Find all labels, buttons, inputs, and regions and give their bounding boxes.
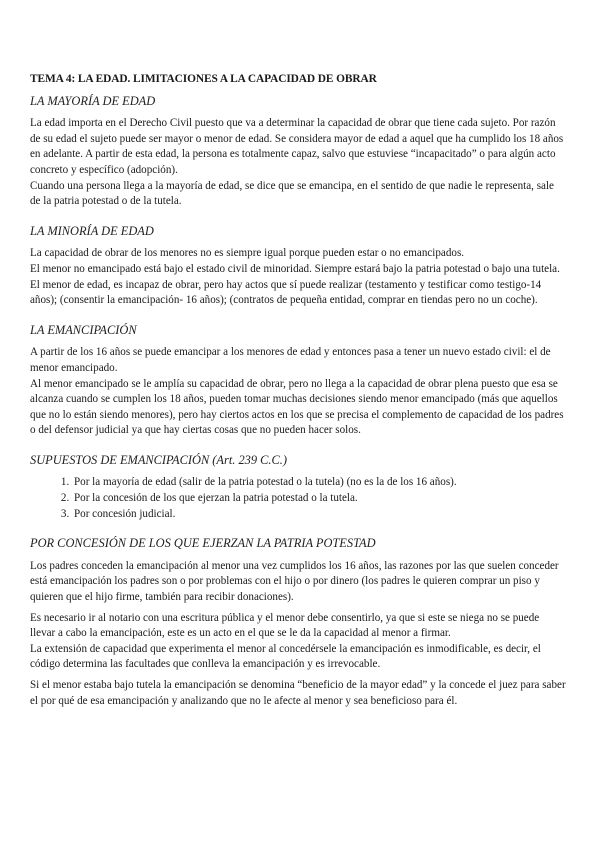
numbered-list	[30, 475, 566, 522]
paragraph: Al menor emancipado se le amplía su capacidad de obrar, pero no llega a la capacidad de obrar plena puesto que esa se alcanza cuando se cumplen los 18 años, pueden tomar muchas decisiones siendo menor emancipado (más que aquellos que no lo están siendo menores), pero hay ciertos actos en los que se precisa el complemento de capacidad de los padres o del defensor judicial ya que hay ciertas cosas que no pueden hacer solos.	[30, 377, 564, 437]
paragraph: El menor de edad, es incapaz de obrar, pero hay actos que sí puede realizar (testamento y testificar como testigo-14 años); (consentir la emancipación- 16 años); (contratos de pequeña entidad, comprar en tiendas pero no un coche).	[30, 278, 542, 307]
paragraph: A partir de los 16 años se puede emancipar a los menores de edad y entonces pasa a tener un nuevo estado civil: el de menor emancipado.	[30, 346, 551, 374]
section-heading: LA MAYORÍA DE EDAD	[30, 93, 156, 108]
section-mayoria-de-edad	[30, 94, 566, 210]
list-item: 3. Por concesión judicial.	[72, 507, 566, 523]
document-page	[30, 72, 566, 723]
section-heading: LA MINORÍA DE EDAD	[30, 223, 154, 238]
paragraph: La extensión de capacidad que experimenta el menor al concedérsele la emancipación es inmodificable, es decir, el código determina las facultades que conlleva la emancipación y es irrevocable.	[30, 642, 541, 671]
paragraph: La edad importa en el Derecho Civil puesto que va a determinar la capacidad de obrar que tiene cada sujeto. Por razón de su edad el sujeto puede ser mayor o menor de edad. Se considera mayor de edad a aquel que ha cumplido los 18 años en adelante. A partir de esta edad, la persona es totalmente capaz, salvo que estuviese “incapacitado” o para algún acto concreto y específico (adopción).	[30, 117, 564, 176]
list-item: 2. Por la concesión de los que ejerzan la patria potestad o la tutela.	[72, 491, 566, 507]
paragraph: Cuando una persona llega a la mayoría de edad, se dice que se emancipa, en el sentido de que nadie le representa, sale de la patria potestad o de la tutela.	[30, 179, 554, 208]
paragraph: Si el menor estaba bajo tutela la emancipación se denomina “beneficio de la mayor edad” y la concede el juez para saber el por qué de esa emancipación y analizando que no le afecte al menor y sea beneficioso para él.	[30, 679, 566, 707]
section-concesion-patria-potestad	[30, 536, 566, 709]
section-heading: LA EMANCIPACIÓN	[30, 322, 137, 337]
section-supuestos-de-emancipacion	[30, 453, 566, 522]
document-title: TEMA 4: LA EDAD. LIMITACIONES A LA CAPACIDAD DE OBRAR	[30, 73, 377, 85]
section-heading: SUPUESTOS DE EMANCIPACIÓN (Art. 239 C.C.)	[30, 452, 287, 467]
paragraph: Es necesario ir al notario con una escritura pública y el menor debe consentirlo, ya que si este se niega no se puede llevar a cabo la emancipación, este es un acto en el que se le da la capacidad al menor a firmar.	[30, 611, 540, 640]
section-minoria-de-edad	[30, 224, 566, 309]
section-heading: POR CONCESIÓN DE LOS QUE EJERZAN LA PATRIA POTESTAD	[30, 536, 376, 551]
paragraph: El menor no emancipado está bajo el estado civil de minoridad. Siempre estará bajo la patria potestad o bajo una tutela.	[30, 262, 560, 275]
paragraph: La capacidad de obrar de los menores no es siempre igual porque pueden estar o no emancipados.	[30, 247, 465, 260]
list-item: 1. Por la mayoría de edad (salir de la patria potestad o la tutela) (no es la de los 16 años).	[72, 475, 566, 491]
paragraph: Los padres conceden la emancipación al menor una vez cumplidos los 16 años, las razones por las que suelen conceder está emancipación los padres son o por problemas con el hijo o por dinero (los padres le quieren comprar un piso y quieren que el hijo firme, también para recibir donaciones).	[30, 559, 559, 604]
section-emancipacion	[30, 323, 566, 439]
